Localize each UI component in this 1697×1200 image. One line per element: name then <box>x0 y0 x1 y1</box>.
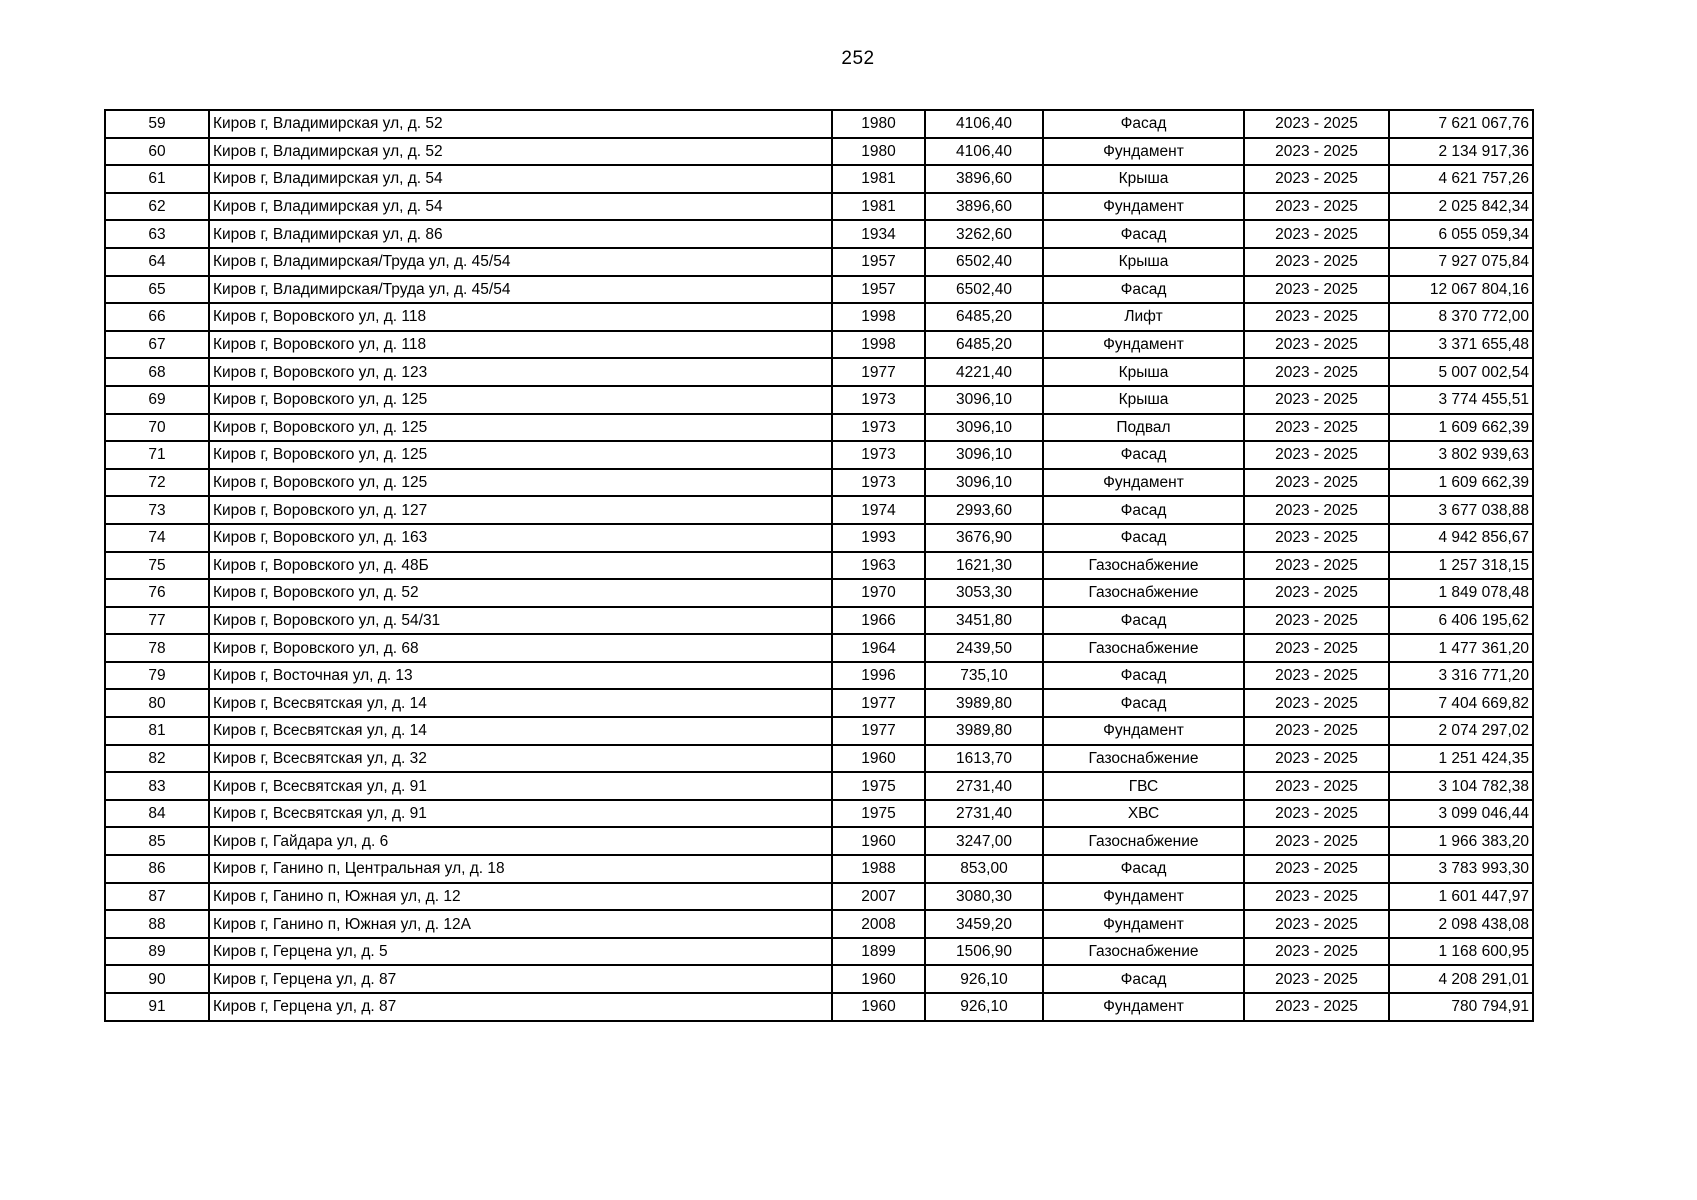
work-type-cell: Газоснабжение <box>1043 579 1244 607</box>
cost-cell: 7 621 067,76 <box>1389 110 1533 138</box>
row-number-cell: 64 <box>105 248 209 276</box>
address-cell: Киров г, Владимирская ул, д. 52 <box>209 138 832 166</box>
table-row <box>105 193 1533 221</box>
year-built-cell: 1960 <box>832 745 925 773</box>
table-row <box>105 800 1533 828</box>
work-type-cell: Газоснабжение <box>1043 552 1244 580</box>
year-built-cell: 1899 <box>832 938 925 966</box>
table-row <box>105 993 1533 1021</box>
table-row <box>105 220 1533 248</box>
year-built-cell: 1970 <box>832 579 925 607</box>
area-cell: 3080,30 <box>925 883 1043 911</box>
address-cell: Киров г, Воровского ул, д. 48Б <box>209 552 832 580</box>
table-row <box>105 165 1533 193</box>
table-row <box>105 358 1533 386</box>
address-cell: Киров г, Герцена ул, д. 5 <box>209 938 832 966</box>
cost-cell: 3 316 771,20 <box>1389 662 1533 690</box>
address-cell: Киров г, Владимирская ул, д. 86 <box>209 220 832 248</box>
year-built-cell: 1973 <box>832 469 925 497</box>
row-number-cell: 66 <box>105 303 209 331</box>
period-cell: 2023 - 2025 <box>1244 965 1389 993</box>
area-cell: 926,10 <box>925 965 1043 993</box>
work-type-cell: Фундамент <box>1043 883 1244 911</box>
address-cell: Киров г, Владимирская/Труда ул, д. 45/54 <box>209 248 832 276</box>
work-type-cell: ГВС <box>1043 772 1244 800</box>
work-type-cell: Крыша <box>1043 165 1244 193</box>
row-number-cell: 73 <box>105 496 209 524</box>
address-cell: Киров г, Владимирская ул, д. 52 <box>209 110 832 138</box>
year-built-cell: 1960 <box>832 993 925 1021</box>
address-cell: Киров г, Всесвятская ул, д. 14 <box>209 689 832 717</box>
address-cell: Киров г, Всесвятская ул, д. 32 <box>209 745 832 773</box>
area-cell: 853,00 <box>925 855 1043 883</box>
period-cell: 2023 - 2025 <box>1244 993 1389 1021</box>
year-built-cell: 1973 <box>832 386 925 414</box>
table-row <box>105 110 1533 138</box>
row-number-cell: 63 <box>105 220 209 248</box>
cost-cell: 6 406 195,62 <box>1389 607 1533 635</box>
period-cell: 2023 - 2025 <box>1244 689 1389 717</box>
table-row <box>105 634 1533 662</box>
table-row <box>105 441 1533 469</box>
table-row <box>105 138 1533 166</box>
area-cell: 4106,40 <box>925 110 1043 138</box>
row-number-cell: 85 <box>105 827 209 855</box>
year-built-cell: 1998 <box>832 303 925 331</box>
area-cell: 3247,00 <box>925 827 1043 855</box>
cost-cell: 1 966 383,20 <box>1389 827 1533 855</box>
address-cell: Киров г, Гайдара ул, д. 6 <box>209 827 832 855</box>
row-number-cell: 62 <box>105 193 209 221</box>
year-built-cell: 1998 <box>832 331 925 359</box>
year-built-cell: 1966 <box>832 607 925 635</box>
work-type-cell: Фундамент <box>1043 193 1244 221</box>
address-cell: Киров г, Ганино п, Южная ул, д. 12 <box>209 883 832 911</box>
table-row <box>105 910 1533 938</box>
cost-cell: 3 099 046,44 <box>1389 800 1533 828</box>
table-row <box>105 717 1533 745</box>
table-row <box>105 607 1533 635</box>
area-cell: 3096,10 <box>925 469 1043 497</box>
year-built-cell: 2007 <box>832 883 925 911</box>
address-cell: Киров г, Воровского ул, д. 125 <box>209 469 832 497</box>
row-number-cell: 68 <box>105 358 209 386</box>
cost-cell: 1 251 424,35 <box>1389 745 1533 773</box>
area-cell: 3989,80 <box>925 717 1043 745</box>
table-row <box>105 303 1533 331</box>
address-cell: Киров г, Владимирская/Труда ул, д. 45/54 <box>209 276 832 304</box>
address-cell: Киров г, Всесвятская ул, д. 14 <box>209 717 832 745</box>
period-cell: 2023 - 2025 <box>1244 469 1389 497</box>
work-type-cell: Фундамент <box>1043 469 1244 497</box>
period-cell: 2023 - 2025 <box>1244 248 1389 276</box>
cost-cell: 2 025 842,34 <box>1389 193 1533 221</box>
period-cell: 2023 - 2025 <box>1244 110 1389 138</box>
address-cell: Киров г, Воровского ул, д. 163 <box>209 524 832 552</box>
period-cell: 2023 - 2025 <box>1244 496 1389 524</box>
year-built-cell: 1957 <box>832 248 925 276</box>
period-cell: 2023 - 2025 <box>1244 441 1389 469</box>
period-cell: 2023 - 2025 <box>1244 331 1389 359</box>
work-type-cell: Фасад <box>1043 276 1244 304</box>
table-row <box>105 662 1533 690</box>
address-cell: Киров г, Всесвятская ул, д. 91 <box>209 772 832 800</box>
year-built-cell: 1977 <box>832 358 925 386</box>
address-cell: Киров г, Герцена ул, д. 87 <box>209 965 832 993</box>
work-type-cell: Фундамент <box>1043 138 1244 166</box>
year-built-cell: 1977 <box>832 689 925 717</box>
area-cell: 6502,40 <box>925 276 1043 304</box>
area-cell: 3896,60 <box>925 193 1043 221</box>
cost-cell: 4 621 757,26 <box>1389 165 1533 193</box>
area-cell: 926,10 <box>925 993 1043 1021</box>
row-number-cell: 79 <box>105 662 209 690</box>
year-built-cell: 1996 <box>832 662 925 690</box>
cost-cell: 12 067 804,16 <box>1389 276 1533 304</box>
work-type-cell: Фундамент <box>1043 717 1244 745</box>
area-cell: 6485,20 <box>925 331 1043 359</box>
year-built-cell: 2008 <box>832 910 925 938</box>
table-row <box>105 772 1533 800</box>
year-built-cell: 1963 <box>832 552 925 580</box>
address-cell: Киров г, Воровского ул, д. 123 <box>209 358 832 386</box>
cost-cell: 1 168 600,95 <box>1389 938 1533 966</box>
table-row <box>105 938 1533 966</box>
row-number-cell: 59 <box>105 110 209 138</box>
period-cell: 2023 - 2025 <box>1244 772 1389 800</box>
work-type-cell: Фасад <box>1043 110 1244 138</box>
row-number-cell: 77 <box>105 607 209 635</box>
area-cell: 1621,30 <box>925 552 1043 580</box>
work-type-cell: Фасад <box>1043 855 1244 883</box>
year-built-cell: 1993 <box>832 524 925 552</box>
area-cell: 3989,80 <box>925 689 1043 717</box>
row-number-cell: 76 <box>105 579 209 607</box>
row-number-cell: 74 <box>105 524 209 552</box>
work-type-cell: Газоснабжение <box>1043 827 1244 855</box>
work-type-cell: Фасад <box>1043 220 1244 248</box>
work-type-cell: Фасад <box>1043 965 1244 993</box>
table-row <box>105 745 1533 773</box>
year-built-cell: 1974 <box>832 496 925 524</box>
period-cell: 2023 - 2025 <box>1244 800 1389 828</box>
row-number-cell: 86 <box>105 855 209 883</box>
work-type-cell: Фасад <box>1043 607 1244 635</box>
table-row <box>105 469 1533 497</box>
table-row <box>105 827 1533 855</box>
year-built-cell: 1977 <box>832 717 925 745</box>
period-cell: 2023 - 2025 <box>1244 607 1389 635</box>
row-number-cell: 72 <box>105 469 209 497</box>
period-cell: 2023 - 2025 <box>1244 552 1389 580</box>
table-row <box>105 386 1533 414</box>
address-cell: Киров г, Воровского ул, д. 125 <box>209 386 832 414</box>
address-cell: Киров г, Воровского ул, д. 127 <box>209 496 832 524</box>
row-number-cell: 84 <box>105 800 209 828</box>
cost-cell: 1 609 662,39 <box>1389 414 1533 442</box>
table-row <box>105 855 1533 883</box>
year-built-cell: 1988 <box>832 855 925 883</box>
cost-cell: 1 601 447,97 <box>1389 883 1533 911</box>
cost-cell: 3 774 455,51 <box>1389 386 1533 414</box>
address-cell: Киров г, Восточная ул, д. 13 <box>209 662 832 690</box>
work-type-cell: Крыша <box>1043 386 1244 414</box>
work-type-cell: Крыша <box>1043 248 1244 276</box>
area-cell: 3676,90 <box>925 524 1043 552</box>
address-cell: Киров г, Владимирская ул, д. 54 <box>209 165 832 193</box>
table-row <box>105 579 1533 607</box>
area-cell: 1613,70 <box>925 745 1043 773</box>
period-cell: 2023 - 2025 <box>1244 524 1389 552</box>
year-built-cell: 1975 <box>832 800 925 828</box>
table-row <box>105 248 1533 276</box>
address-cell: Киров г, Ганино п, Центральная ул, д. 18 <box>209 855 832 883</box>
cost-cell: 1 477 361,20 <box>1389 634 1533 662</box>
area-cell: 3096,10 <box>925 386 1043 414</box>
address-cell: Киров г, Воровского ул, д. 68 <box>209 634 832 662</box>
address-cell: Киров г, Ганино п, Южная ул, д. 12А <box>209 910 832 938</box>
cost-cell: 1 849 078,48 <box>1389 579 1533 607</box>
period-cell: 2023 - 2025 <box>1244 358 1389 386</box>
table-row <box>105 689 1533 717</box>
address-cell: Киров г, Герцена ул, д. 87 <box>209 993 832 1021</box>
address-cell: Киров г, Всесвятская ул, д. 91 <box>209 800 832 828</box>
area-cell: 4106,40 <box>925 138 1043 166</box>
cost-cell: 3 677 038,88 <box>1389 496 1533 524</box>
row-number-cell: 87 <box>105 883 209 911</box>
row-number-cell: 67 <box>105 331 209 359</box>
cost-cell: 3 802 939,63 <box>1389 441 1533 469</box>
row-number-cell: 69 <box>105 386 209 414</box>
table-row <box>105 276 1533 304</box>
cost-cell: 3 783 993,30 <box>1389 855 1533 883</box>
period-cell: 2023 - 2025 <box>1244 745 1389 773</box>
period-cell: 2023 - 2025 <box>1244 827 1389 855</box>
cost-cell: 4 208 291,01 <box>1389 965 1533 993</box>
cost-cell: 7 927 075,84 <box>1389 248 1533 276</box>
row-number-cell: 61 <box>105 165 209 193</box>
table-row <box>105 414 1533 442</box>
work-type-cell: Фундамент <box>1043 910 1244 938</box>
address-cell: Киров г, Воровского ул, д. 125 <box>209 414 832 442</box>
work-type-cell: Подвал <box>1043 414 1244 442</box>
row-number-cell: 60 <box>105 138 209 166</box>
year-built-cell: 1960 <box>832 827 925 855</box>
year-built-cell: 1981 <box>832 193 925 221</box>
table-row <box>105 496 1533 524</box>
period-cell: 2023 - 2025 <box>1244 138 1389 166</box>
period-cell: 2023 - 2025 <box>1244 303 1389 331</box>
work-type-cell: Фасад <box>1043 441 1244 469</box>
cost-cell: 780 794,91 <box>1389 993 1533 1021</box>
year-built-cell: 1960 <box>832 965 925 993</box>
table-row <box>105 524 1533 552</box>
period-cell: 2023 - 2025 <box>1244 165 1389 193</box>
work-type-cell: Газоснабжение <box>1043 938 1244 966</box>
cost-cell: 6 055 059,34 <box>1389 220 1533 248</box>
work-type-cell: Фундамент <box>1043 331 1244 359</box>
table-body <box>105 110 1533 1021</box>
area-cell: 3053,30 <box>925 579 1043 607</box>
year-built-cell: 1964 <box>832 634 925 662</box>
work-type-cell: Фасад <box>1043 496 1244 524</box>
period-cell: 2023 - 2025 <box>1244 414 1389 442</box>
period-cell: 2023 - 2025 <box>1244 634 1389 662</box>
period-cell: 2023 - 2025 <box>1244 717 1389 745</box>
period-cell: 2023 - 2025 <box>1244 386 1389 414</box>
area-cell: 4221,40 <box>925 358 1043 386</box>
cost-cell: 2 074 297,02 <box>1389 717 1533 745</box>
address-cell: Киров г, Воровского ул, д. 54/31 <box>209 607 832 635</box>
table-row <box>105 883 1533 911</box>
cost-cell: 2 134 917,36 <box>1389 138 1533 166</box>
row-number-cell: 88 <box>105 910 209 938</box>
row-number-cell: 78 <box>105 634 209 662</box>
year-built-cell: 1975 <box>832 772 925 800</box>
table-row <box>105 965 1533 993</box>
work-type-cell: Фундамент <box>1043 993 1244 1021</box>
year-built-cell: 1957 <box>832 276 925 304</box>
period-cell: 2023 - 2025 <box>1244 883 1389 911</box>
area-cell: 3262,60 <box>925 220 1043 248</box>
period-cell: 2023 - 2025 <box>1244 855 1389 883</box>
work-type-cell: ХВС <box>1043 800 1244 828</box>
row-number-cell: 91 <box>105 993 209 1021</box>
period-cell: 2023 - 2025 <box>1244 910 1389 938</box>
cost-cell: 2 098 438,08 <box>1389 910 1533 938</box>
registry-table <box>104 109 1534 1022</box>
area-cell: 3896,60 <box>925 165 1043 193</box>
work-type-cell: Фасад <box>1043 524 1244 552</box>
cost-cell: 1 257 318,15 <box>1389 552 1533 580</box>
year-built-cell: 1980 <box>832 138 925 166</box>
area-cell: 6485,20 <box>925 303 1043 331</box>
area-cell: 2731,40 <box>925 800 1043 828</box>
cost-cell: 8 370 772,00 <box>1389 303 1533 331</box>
area-cell: 2439,50 <box>925 634 1043 662</box>
area-cell: 1506,90 <box>925 938 1043 966</box>
year-built-cell: 1980 <box>832 110 925 138</box>
cost-cell: 1 609 662,39 <box>1389 469 1533 497</box>
address-cell: Киров г, Воровского ул, д. 118 <box>209 303 832 331</box>
year-built-cell: 1981 <box>832 165 925 193</box>
work-type-cell: Фасад <box>1043 689 1244 717</box>
area-cell: 3451,80 <box>925 607 1043 635</box>
work-type-cell: Лифт <box>1043 303 1244 331</box>
work-type-cell: Крыша <box>1043 358 1244 386</box>
cost-cell: 3 104 782,38 <box>1389 772 1533 800</box>
row-number-cell: 89 <box>105 938 209 966</box>
work-type-cell: Газоснабжение <box>1043 634 1244 662</box>
row-number-cell: 80 <box>105 689 209 717</box>
address-cell: Киров г, Владимирская ул, д. 54 <box>209 193 832 221</box>
area-cell: 735,10 <box>925 662 1043 690</box>
period-cell: 2023 - 2025 <box>1244 662 1389 690</box>
cost-cell: 5 007 002,54 <box>1389 358 1533 386</box>
address-cell: Киров г, Воровского ул, д. 118 <box>209 331 832 359</box>
row-number-cell: 81 <box>105 717 209 745</box>
period-cell: 2023 - 2025 <box>1244 276 1389 304</box>
area-cell: 3096,10 <box>925 414 1043 442</box>
row-number-cell: 71 <box>105 441 209 469</box>
page-number: 252 <box>841 48 875 69</box>
row-number-cell: 82 <box>105 745 209 773</box>
year-built-cell: 1973 <box>832 414 925 442</box>
table-row <box>105 552 1533 580</box>
table-row <box>105 331 1533 359</box>
area-cell: 3096,10 <box>925 441 1043 469</box>
period-cell: 2023 - 2025 <box>1244 938 1389 966</box>
year-built-cell: 1934 <box>832 220 925 248</box>
address-cell: Киров г, Воровского ул, д. 52 <box>209 579 832 607</box>
period-cell: 2023 - 2025 <box>1244 220 1389 248</box>
area-cell: 2731,40 <box>925 772 1043 800</box>
cost-cell: 4 942 856,67 <box>1389 524 1533 552</box>
row-number-cell: 83 <box>105 772 209 800</box>
row-number-cell: 90 <box>105 965 209 993</box>
address-cell: Киров г, Воровского ул, д. 125 <box>209 441 832 469</box>
cost-cell: 7 404 669,82 <box>1389 689 1533 717</box>
area-cell: 3459,20 <box>925 910 1043 938</box>
area-cell: 2993,60 <box>925 496 1043 524</box>
row-number-cell: 70 <box>105 414 209 442</box>
cost-cell: 3 371 655,48 <box>1389 331 1533 359</box>
row-number-cell: 75 <box>105 552 209 580</box>
work-type-cell: Газоснабжение <box>1043 745 1244 773</box>
work-type-cell: Фасад <box>1043 662 1244 690</box>
period-cell: 2023 - 2025 <box>1244 579 1389 607</box>
period-cell: 2023 - 2025 <box>1244 193 1389 221</box>
year-built-cell: 1973 <box>832 441 925 469</box>
area-cell: 6502,40 <box>925 248 1043 276</box>
row-number-cell: 65 <box>105 276 209 304</box>
